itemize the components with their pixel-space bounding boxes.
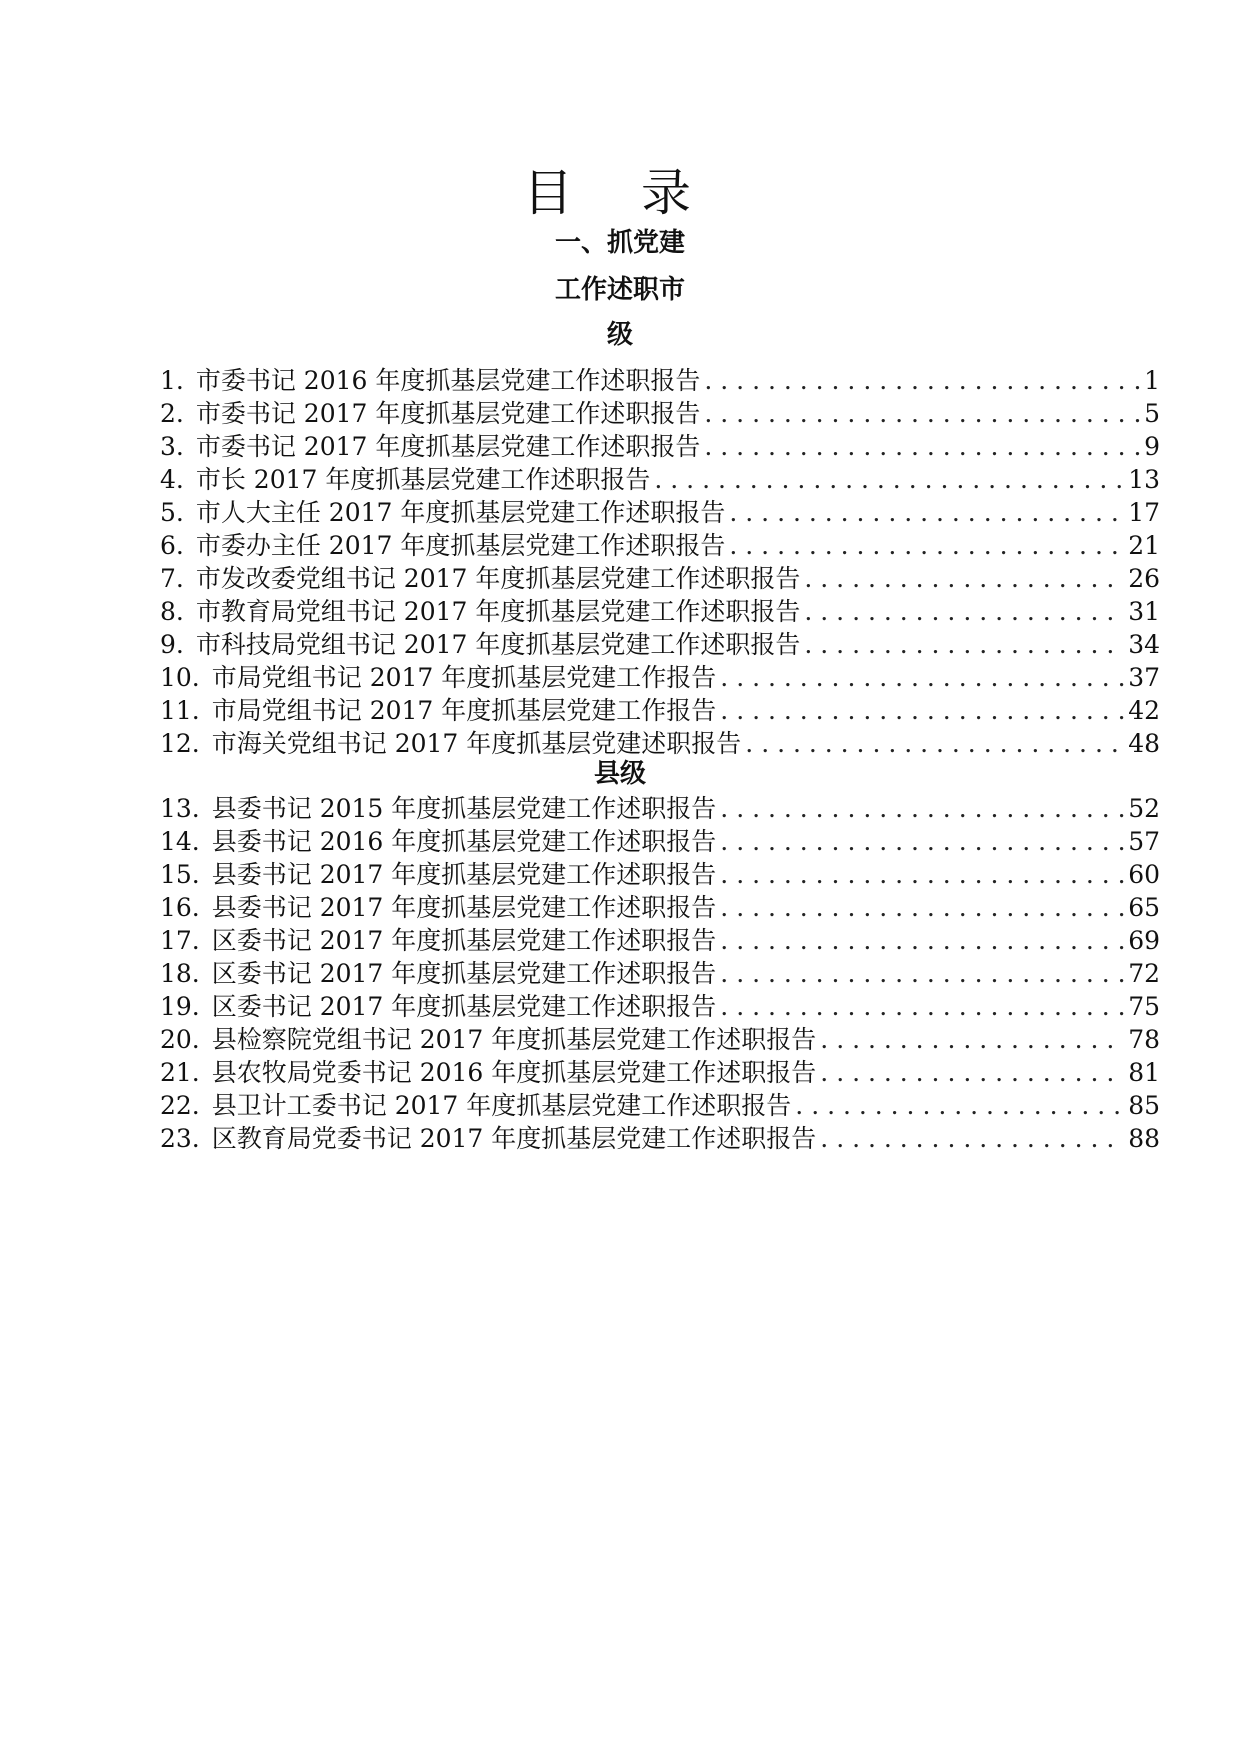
toc-entry-page-number: 31	[1128, 597, 1160, 626]
toc-entry-page-number: 37	[1128, 663, 1160, 692]
toc-entry-number: 9.	[160, 630, 184, 659]
toc-entry-number: 6.	[160, 531, 184, 560]
toc-entry-page-number: 85	[1128, 1091, 1160, 1120]
toc-entry[interactable]	[160, 825, 1160, 858]
toc-entry-page-number: 17	[1128, 498, 1160, 527]
toc-entry-title: 市委书记 2017 年度抓基层党建工作述职报告	[195, 432, 701, 461]
toc-entry[interactable]	[160, 430, 1160, 463]
toc-entry-page-number: 1	[1144, 366, 1160, 395]
toc-entry-page-number: 57	[1128, 827, 1160, 856]
toc-entry-title: 市人大主任 2017 年度抓基层党建工作述职报告	[195, 498, 726, 527]
toc-dot-leader	[820, 1023, 1124, 1056]
toc-dot-leader	[720, 694, 1124, 727]
toc-entry-number: 19.	[160, 992, 200, 1021]
toc-entry-page-number: 65	[1128, 893, 1160, 922]
toc-entry-number: 5.	[160, 498, 184, 527]
toc-entry-title: 区委书记 2017 年度抓基层党建工作述职报告	[211, 926, 717, 955]
toc-entry-number: 8.	[160, 597, 184, 626]
toc-entry[interactable]	[160, 595, 1160, 628]
toc-entry-title: 县卫计工委书记 2017 年度抓基层党建工作述职报告	[211, 1091, 792, 1120]
toc-entry[interactable]	[160, 858, 1160, 891]
toc-dot-leader	[745, 727, 1124, 760]
toc-entry-title: 市长 2017 年度抓基层党建工作述职报告	[195, 465, 651, 494]
toc-dot-leader	[654, 463, 1124, 496]
toc-entry-page-number: 78	[1128, 1025, 1160, 1054]
toc-entry-number: 23.	[160, 1124, 200, 1153]
part-heading: 一、抓党建	[554, 228, 685, 258]
toc-entry[interactable]	[160, 957, 1160, 990]
toc-entry-title: 县委书记 2017 年度抓基层党建工作述职报告	[211, 860, 717, 889]
county-level-heading: 县级	[593, 759, 646, 789]
toc-entry-page-number: 5	[1144, 399, 1160, 428]
toc-entry[interactable]	[160, 1122, 1160, 1155]
toc-entry-title: 市局党组书记 2017 年度抓基层党建工作报告	[211, 663, 717, 692]
toc-entry-title: 市局党组书记 2017 年度抓基层党建工作报告	[211, 696, 717, 725]
toc-entry[interactable]	[160, 694, 1160, 727]
toc-dot-leader	[795, 1089, 1124, 1122]
toc-dot-leader	[720, 990, 1124, 1023]
toc-entry-number: 11.	[160, 696, 200, 725]
toc-entry[interactable]	[160, 792, 1160, 825]
toc-entry-number: 16.	[160, 893, 200, 922]
toc-dot-leader	[704, 364, 1140, 397]
work-heading: 工作述职市	[554, 275, 685, 305]
toc-entry-number: 20.	[160, 1025, 200, 1054]
toc-entry-number: 3.	[160, 432, 184, 461]
toc-entry-page-number: 75	[1128, 992, 1160, 1021]
toc-entry-number: 2.	[160, 399, 184, 428]
toc-dot-leader	[804, 562, 1124, 595]
toc-entry-title: 市委书记 2016 年度抓基层党建工作述职报告	[195, 366, 701, 395]
page-title: 目 录	[523, 164, 717, 222]
toc-entry-page-number: 81	[1128, 1058, 1160, 1087]
toc-entry[interactable]	[160, 529, 1160, 562]
toc-entry[interactable]	[160, 1023, 1160, 1056]
toc-dot-leader	[704, 397, 1140, 430]
toc-entry[interactable]	[160, 924, 1160, 957]
toc-dot-leader	[720, 924, 1124, 957]
toc-entry-page-number: 72	[1128, 959, 1160, 988]
toc-dot-leader	[729, 529, 1124, 562]
toc-entry-title: 县农牧局党委书记 2016 年度抓基层党建工作述职报告	[211, 1058, 817, 1087]
toc-entry-title: 市委书记 2017 年度抓基层党建工作述职报告	[195, 399, 701, 428]
toc-dot-leader	[704, 430, 1140, 463]
city-toc-list	[160, 364, 1160, 760]
toc-entry-page-number: 48	[1128, 729, 1160, 758]
toc-entry-title: 市科技局党组书记 2017 年度抓基层党建工作述职报告	[195, 630, 801, 659]
toc-entry[interactable]	[160, 628, 1160, 661]
toc-entry[interactable]	[160, 990, 1160, 1023]
toc-entry-page-number: 34	[1128, 630, 1160, 659]
toc-entry[interactable]	[160, 661, 1160, 694]
toc-entry-title: 市海关党组书记 2017 年度抓基层党建述职报告	[211, 729, 742, 758]
toc-entry-number: 22.	[160, 1091, 200, 1120]
toc-entry-page-number: 9	[1144, 432, 1160, 461]
toc-dot-leader	[720, 891, 1124, 924]
toc-entry[interactable]	[160, 397, 1160, 430]
toc-entry-page-number: 13	[1128, 465, 1160, 494]
county-toc-list	[160, 792, 1160, 1155]
toc-dot-leader	[820, 1056, 1124, 1089]
toc-entry-title: 区教育局党委书记 2017 年度抓基层党建工作述职报告	[211, 1124, 817, 1153]
toc-entry-number: 18.	[160, 959, 200, 988]
toc-entry[interactable]	[160, 1056, 1160, 1089]
toc-entry[interactable]	[160, 891, 1160, 924]
toc-entry-title: 市发改委党组书记 2017 年度抓基层党建工作述职报告	[195, 564, 801, 593]
toc-entry-number: 4.	[160, 465, 184, 494]
toc-entry-title: 市教育局党组书记 2017 年度抓基层党建工作述职报告	[195, 597, 801, 626]
toc-dot-leader	[720, 792, 1124, 825]
toc-entry-page-number: 26	[1128, 564, 1160, 593]
toc-entry-number: 12.	[160, 729, 200, 758]
toc-entry-page-number: 88	[1128, 1124, 1160, 1153]
toc-entry-page-number: 69	[1128, 926, 1160, 955]
toc-entry-number: 21.	[160, 1058, 200, 1087]
toc-dot-leader	[720, 825, 1124, 858]
toc-entry-number: 15.	[160, 860, 200, 889]
toc-entry-page-number: 60	[1128, 860, 1160, 889]
toc-dot-leader	[720, 957, 1124, 990]
toc-entry-title: 县委书记 2016 年度抓基层党建工作述职报告	[211, 827, 717, 856]
toc-entry-title: 县委书记 2015 年度抓基层党建工作述职报告	[211, 794, 717, 823]
toc-entry-number: 7.	[160, 564, 184, 593]
toc-dot-leader	[729, 496, 1124, 529]
toc-entry[interactable]	[160, 364, 1160, 397]
toc-entry-number: 13.	[160, 794, 200, 823]
toc-dot-leader	[720, 661, 1124, 694]
toc-entry-number: 17.	[160, 926, 200, 955]
toc-entry[interactable]	[160, 1089, 1160, 1122]
toc-entry-title: 县委书记 2017 年度抓基层党建工作述职报告	[211, 893, 717, 922]
toc-entry-title: 区委书记 2017 年度抓基层党建工作述职报告	[211, 959, 717, 988]
toc-dot-leader	[804, 628, 1124, 661]
toc-entry-page-number: 52	[1128, 794, 1160, 823]
toc-entry[interactable]	[160, 727, 1160, 760]
toc-entry[interactable]	[160, 562, 1160, 595]
toc-entry-page-number: 21	[1128, 531, 1160, 560]
city-level-heading: 级	[606, 320, 633, 350]
toc-entry-number: 1.	[160, 366, 184, 395]
toc-entry-title: 县检察院党组书记 2017 年度抓基层党建工作述职报告	[211, 1025, 817, 1054]
toc-dot-leader	[804, 595, 1124, 628]
toc-entry-number: 10.	[160, 663, 200, 692]
toc-entry-page-number: 42	[1128, 696, 1160, 725]
toc-entry-title: 区委书记 2017 年度抓基层党建工作述职报告	[211, 992, 717, 1021]
toc-dot-leader	[820, 1122, 1124, 1155]
toc-entry[interactable]	[160, 496, 1160, 529]
toc-entry-number: 14.	[160, 827, 200, 856]
toc-entry[interactable]	[160, 463, 1160, 496]
toc-dot-leader	[720, 858, 1124, 891]
toc-entry-title: 市委办主任 2017 年度抓基层党建工作述职报告	[195, 531, 726, 560]
